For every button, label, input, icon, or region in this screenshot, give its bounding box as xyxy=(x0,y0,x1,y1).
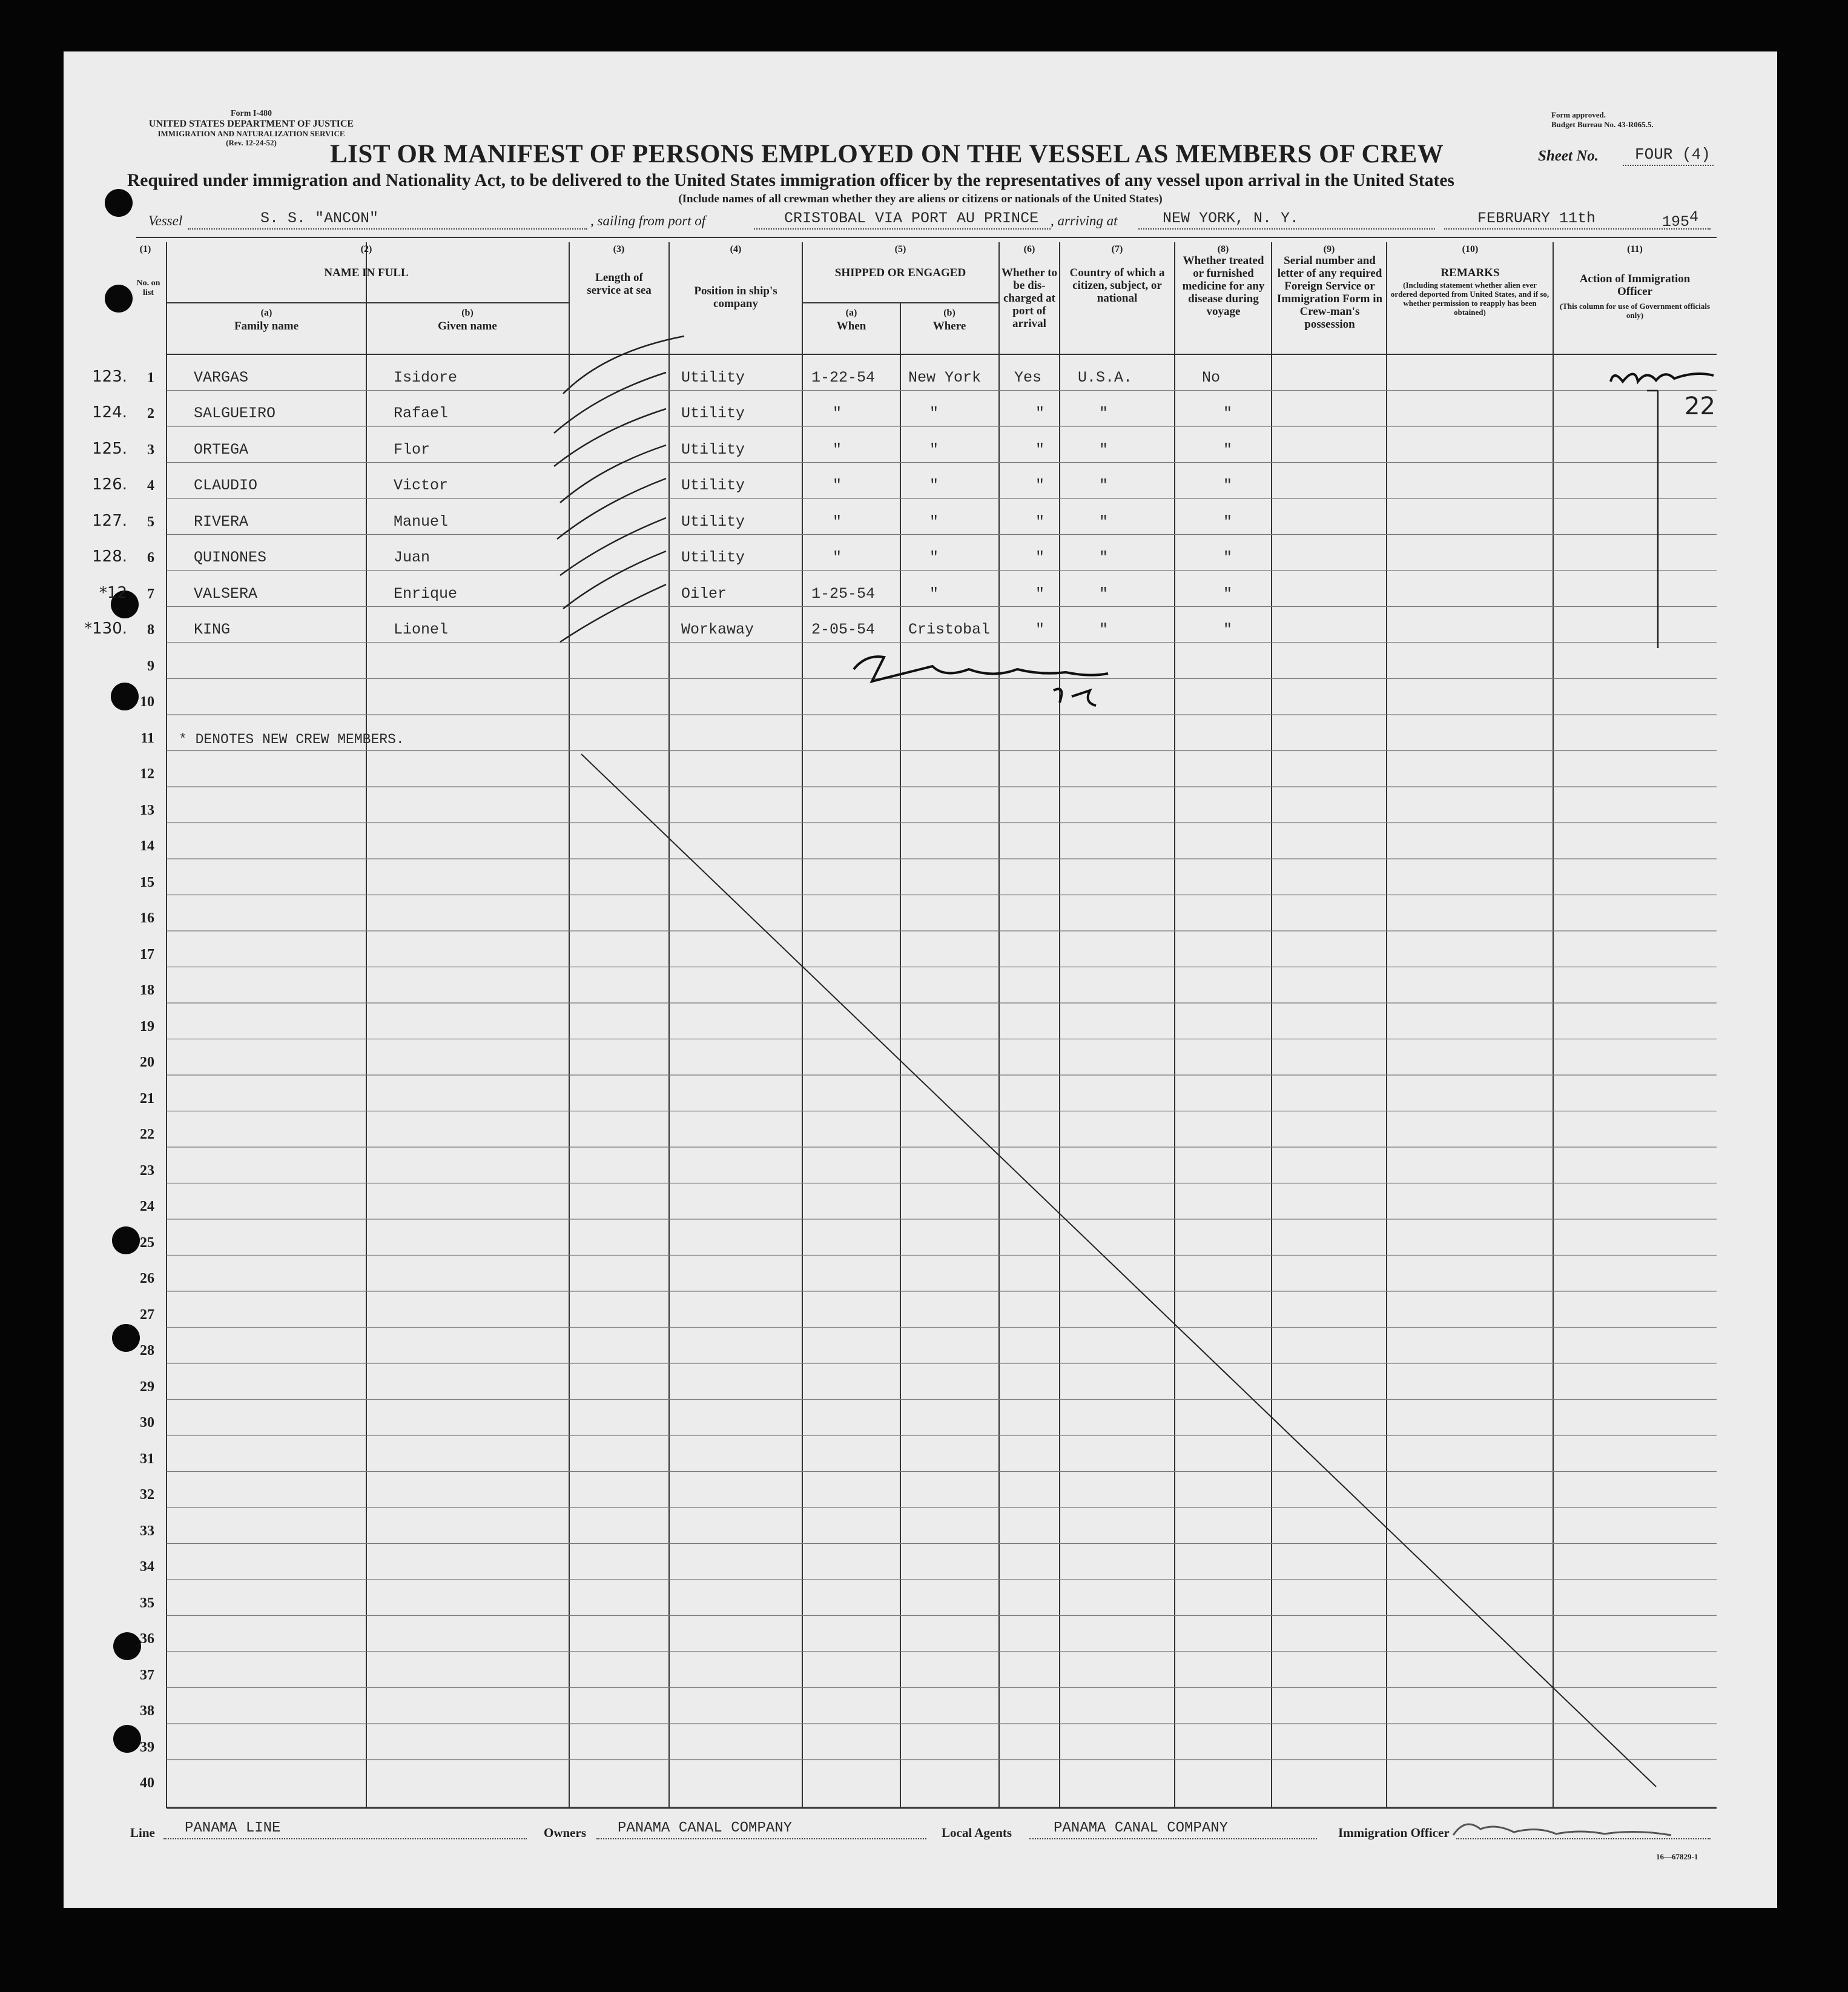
service: IMMIGRATION AND NATURALIZATION SERVICE xyxy=(157,129,345,138)
row-number: 20 xyxy=(140,1054,154,1070)
list-number-margin: 126. xyxy=(92,475,127,494)
crew-discharged: " xyxy=(1035,621,1045,638)
agents-label: Local Agents xyxy=(942,1825,1012,1840)
owners-value: PANAMA CANAL COMPANY xyxy=(618,1820,793,1836)
col2b-letter: (b) xyxy=(461,308,474,318)
line-label: Line xyxy=(130,1825,155,1840)
col2-num: (2) xyxy=(360,244,372,254)
crew-family-name: SALGUEIRO xyxy=(194,405,276,422)
vessel-label: Vessel xyxy=(148,213,183,228)
revision: (Rev. 12-24-52) xyxy=(226,138,277,147)
crew-position: Workaway xyxy=(681,621,754,638)
list-number-margin: 123. xyxy=(92,367,127,386)
row-number: 10 xyxy=(140,694,154,710)
col3-num: (3) xyxy=(613,244,625,254)
print-code: 16—67829-1 xyxy=(1656,1852,1698,1861)
list-number-margin: 127. xyxy=(92,511,127,530)
col9-header: Serial number and letter of any required Foreign Service or Immigration Form in Crew-man's possession xyxy=(1276,254,1383,331)
crew-medicine: " xyxy=(1223,512,1233,531)
sailing-label: , sailing from port of xyxy=(590,213,706,228)
col4-header: Position in ship's company xyxy=(694,285,777,310)
crew-country: " xyxy=(1099,621,1109,638)
row-number: 21 xyxy=(140,1090,154,1107)
crew-shipped-when: 1-25-54 xyxy=(811,584,876,603)
crew-shipped-where: " xyxy=(929,477,939,494)
crew-family-name: ORTEGA xyxy=(194,440,249,458)
crew-medicine: " xyxy=(1223,621,1233,638)
crew-position: Utility xyxy=(681,440,745,458)
crew-medicine: No xyxy=(1202,368,1221,386)
col2-header: NAME IN FULL xyxy=(324,266,409,279)
crew-given-name: Rafael xyxy=(394,405,449,422)
row-number: 24 xyxy=(140,1199,154,1214)
row-number: 14 xyxy=(140,838,154,854)
col1-num: (1) xyxy=(139,244,151,254)
form-approved: Form approved. xyxy=(1551,110,1606,119)
col2a-header: Family name xyxy=(234,320,299,333)
budget-bureau: Budget Bureau No. 43-R065.5. xyxy=(1551,120,1654,129)
crew-medicine: " xyxy=(1223,440,1233,458)
col8-header: Whether treated or furnished medicine for any disease during voyage xyxy=(1182,254,1265,318)
crew-given-name: Flor xyxy=(394,440,431,458)
line-value: PANAMA LINE xyxy=(185,1820,281,1836)
vessel-name: S. S. "ANCON" xyxy=(260,210,379,227)
row-number: 11 xyxy=(140,730,154,746)
crew-position: Utility xyxy=(681,368,745,386)
row-number: 19 xyxy=(140,1018,154,1034)
crew-family-name: VARGAS xyxy=(194,368,249,386)
crew-medicine: " xyxy=(1223,477,1233,494)
crew-family-name: QUINONES xyxy=(194,549,267,566)
col2a-letter: (a) xyxy=(260,308,272,318)
col4-num: (4) xyxy=(730,244,742,254)
crew-family-name: RIVERA xyxy=(194,512,249,531)
list-number-margin: 128. xyxy=(92,548,127,566)
row-number: 7 xyxy=(147,586,154,602)
form-title: LIST OR MANIFEST OF PERSONS EMPLOYED ON THE VESSEL AS MEMBERS OF CREW xyxy=(330,140,1444,168)
crew-country: " xyxy=(1099,549,1109,566)
crew-country: " xyxy=(1099,477,1109,494)
crew-shipped-where: " xyxy=(929,512,939,531)
row-number: 37 xyxy=(140,1667,154,1683)
row-number: 17 xyxy=(140,946,154,962)
col6-header: Whether to be dis-charged at port of arrival xyxy=(1002,266,1057,330)
list-number-margin: 125. xyxy=(92,439,127,458)
row-number: 32 xyxy=(140,1487,154,1503)
arriving-label: , arriving at xyxy=(1051,213,1118,228)
row-number: 33 xyxy=(140,1523,154,1539)
crew-medicine: " xyxy=(1223,549,1233,566)
col5-header: SHIPPED OR ENGAGED xyxy=(834,266,966,279)
list-number-margin: 124. xyxy=(92,403,127,422)
crew-shipped-where: New York xyxy=(908,368,982,386)
crew-given-name: Isidore xyxy=(394,368,458,386)
crew-given-name: Enrique xyxy=(394,584,458,603)
crew-position: Utility xyxy=(681,549,745,566)
crew-medicine: " xyxy=(1223,405,1233,422)
officer-count: 22 xyxy=(1685,392,1715,420)
crew-discharged: Yes xyxy=(1014,368,1042,386)
col11-header: Action of Immigration Officer xyxy=(1579,273,1691,298)
row-number: 18 xyxy=(140,982,154,998)
crew-shipped-when: " xyxy=(833,549,842,566)
required-line: Required under immigration and Nationality Act, to be delivered to the United States immigration officer by the representatives of any vessel upon arrival in the United States xyxy=(127,171,1454,190)
col5-num: (5) xyxy=(894,244,906,254)
row-number: 9 xyxy=(147,658,154,674)
crew-position: Utility xyxy=(681,405,745,422)
list-number-margin: *130. xyxy=(84,620,127,638)
crew-shipped-when: " xyxy=(833,477,842,494)
arrival-year: 1954 xyxy=(1662,208,1699,231)
department: UNITED STATES DEPARTMENT OF JUSTICE xyxy=(148,119,354,129)
crew-shipped-when: " xyxy=(833,512,842,531)
row-number: 39 xyxy=(140,1739,154,1755)
crew-shipped-when: 2-05-54 xyxy=(811,621,876,638)
crew-country: U.S.A. xyxy=(1078,368,1133,386)
agents-value: PANAMA CANAL COMPANY xyxy=(1054,1820,1229,1836)
col8-num: (8) xyxy=(1217,244,1229,254)
row-number: 29 xyxy=(140,1378,154,1395)
col10-header: REMARKS xyxy=(1440,266,1500,279)
row-number: 23 xyxy=(140,1162,154,1179)
crew-discharged: " xyxy=(1035,477,1045,494)
crew-discharged: " xyxy=(1035,584,1045,603)
list-number-margin: *12 xyxy=(99,583,127,602)
crew-country: " xyxy=(1099,440,1109,458)
officer-label: Immigration Officer xyxy=(1338,1825,1450,1840)
crew-given-name: Lionel xyxy=(394,621,449,638)
crew-shipped-where: " xyxy=(929,549,939,566)
crew-position: Utility xyxy=(681,512,745,531)
row-number: 36 xyxy=(140,1631,154,1647)
row-number: 15 xyxy=(140,874,154,890)
row-number: 27 xyxy=(140,1306,154,1323)
col9-num: (9) xyxy=(1323,244,1335,254)
crew-shipped-when: " xyxy=(833,440,842,458)
owners-label: Owners xyxy=(544,1825,586,1840)
crew-position: Utility xyxy=(681,477,745,494)
arriving-at: NEW YORK, N. Y. xyxy=(1163,210,1299,227)
row-number: 34 xyxy=(140,1559,154,1575)
include-line: (Include names of all crewman whether they are aliens or citizens or nationals of the United States) xyxy=(678,193,1163,205)
row-number: 26 xyxy=(140,1271,154,1286)
col1-header: No. on list xyxy=(136,279,160,297)
crew-discharged: " xyxy=(1035,440,1045,458)
crew-shipped-where: " xyxy=(929,584,939,603)
row-number: 5 xyxy=(147,514,154,530)
col5a-header: When xyxy=(836,320,866,333)
row-number: 35 xyxy=(140,1595,154,1611)
crew-position: Oiler xyxy=(681,584,727,603)
new-crew-note: * DENOTES NEW CREW MEMBERS. xyxy=(179,732,404,747)
crew-shipped-where: " xyxy=(929,405,939,422)
crew-discharged: " xyxy=(1035,549,1045,566)
crew-medicine: " xyxy=(1223,584,1233,603)
crew-given-name: Juan xyxy=(394,549,431,566)
col5b-letter: (b) xyxy=(943,308,955,318)
sailing-from: CRISTOBAL VIA PORT AU PRINCE xyxy=(784,210,1039,227)
col5b-header: Where xyxy=(932,320,966,333)
row-number: 28 xyxy=(140,1343,154,1358)
crew-given-name: Victor xyxy=(394,477,449,494)
row-number: 12 xyxy=(140,766,154,782)
col11-sub: (This column for use of Government officials only) xyxy=(1559,302,1711,320)
row-number: 6 xyxy=(147,550,154,566)
crew-family-name: KING xyxy=(194,621,231,638)
row-number: 13 xyxy=(140,802,154,818)
sheet-label: Sheet No. xyxy=(1538,148,1599,164)
row-number: 3 xyxy=(147,442,154,458)
row-number: 22 xyxy=(140,1127,154,1142)
col7-num: (7) xyxy=(1111,244,1123,254)
crew-family-name: CLAUDIO xyxy=(194,477,258,494)
crew-shipped-where: Cristobal xyxy=(908,621,991,638)
col3-header: Length of service at sea xyxy=(587,271,652,297)
col10-sub: (Including statement whether alien ever ordered deported from United States, and if so, whether permission to reapply has been obtained) xyxy=(1390,280,1549,317)
crew-shipped-when: 1-22-54 xyxy=(811,368,876,386)
crew-family-name: VALSERA xyxy=(194,584,258,603)
crew-country: " xyxy=(1099,512,1109,531)
crew-country: " xyxy=(1099,584,1109,603)
row-number: 40 xyxy=(140,1775,154,1791)
row-number: 25 xyxy=(140,1234,154,1251)
row-number: 38 xyxy=(140,1703,154,1719)
col5a-letter: (a) xyxy=(845,308,857,318)
row-number: 31 xyxy=(140,1451,154,1467)
crew-country: " xyxy=(1099,405,1109,422)
col6-num: (6) xyxy=(1023,244,1035,254)
row-number: 16 xyxy=(140,910,154,926)
arrival-date: FEBRUARY 11th xyxy=(1477,210,1596,227)
form-number: Form I-480 xyxy=(230,109,272,118)
crew-shipped-where: " xyxy=(929,440,939,458)
crew-discharged: " xyxy=(1035,405,1045,422)
row-number: 4 xyxy=(147,478,154,494)
col2b-header: Given name xyxy=(438,320,497,333)
crew-discharged: " xyxy=(1035,512,1045,531)
row-number: 8 xyxy=(147,622,154,638)
row-number: 1 xyxy=(147,369,154,386)
crew-given-name: Manuel xyxy=(394,512,449,531)
crew-shipped-when: " xyxy=(833,405,842,422)
col7-header: Country of which a citizen, subject, or national xyxy=(1069,266,1165,305)
col10-num: (10) xyxy=(1462,244,1479,254)
row-number: 2 xyxy=(147,406,154,422)
sheet-number: FOUR (4) xyxy=(1635,145,1711,164)
col11-num: (11) xyxy=(1627,244,1643,254)
row-number: 30 xyxy=(140,1415,154,1431)
